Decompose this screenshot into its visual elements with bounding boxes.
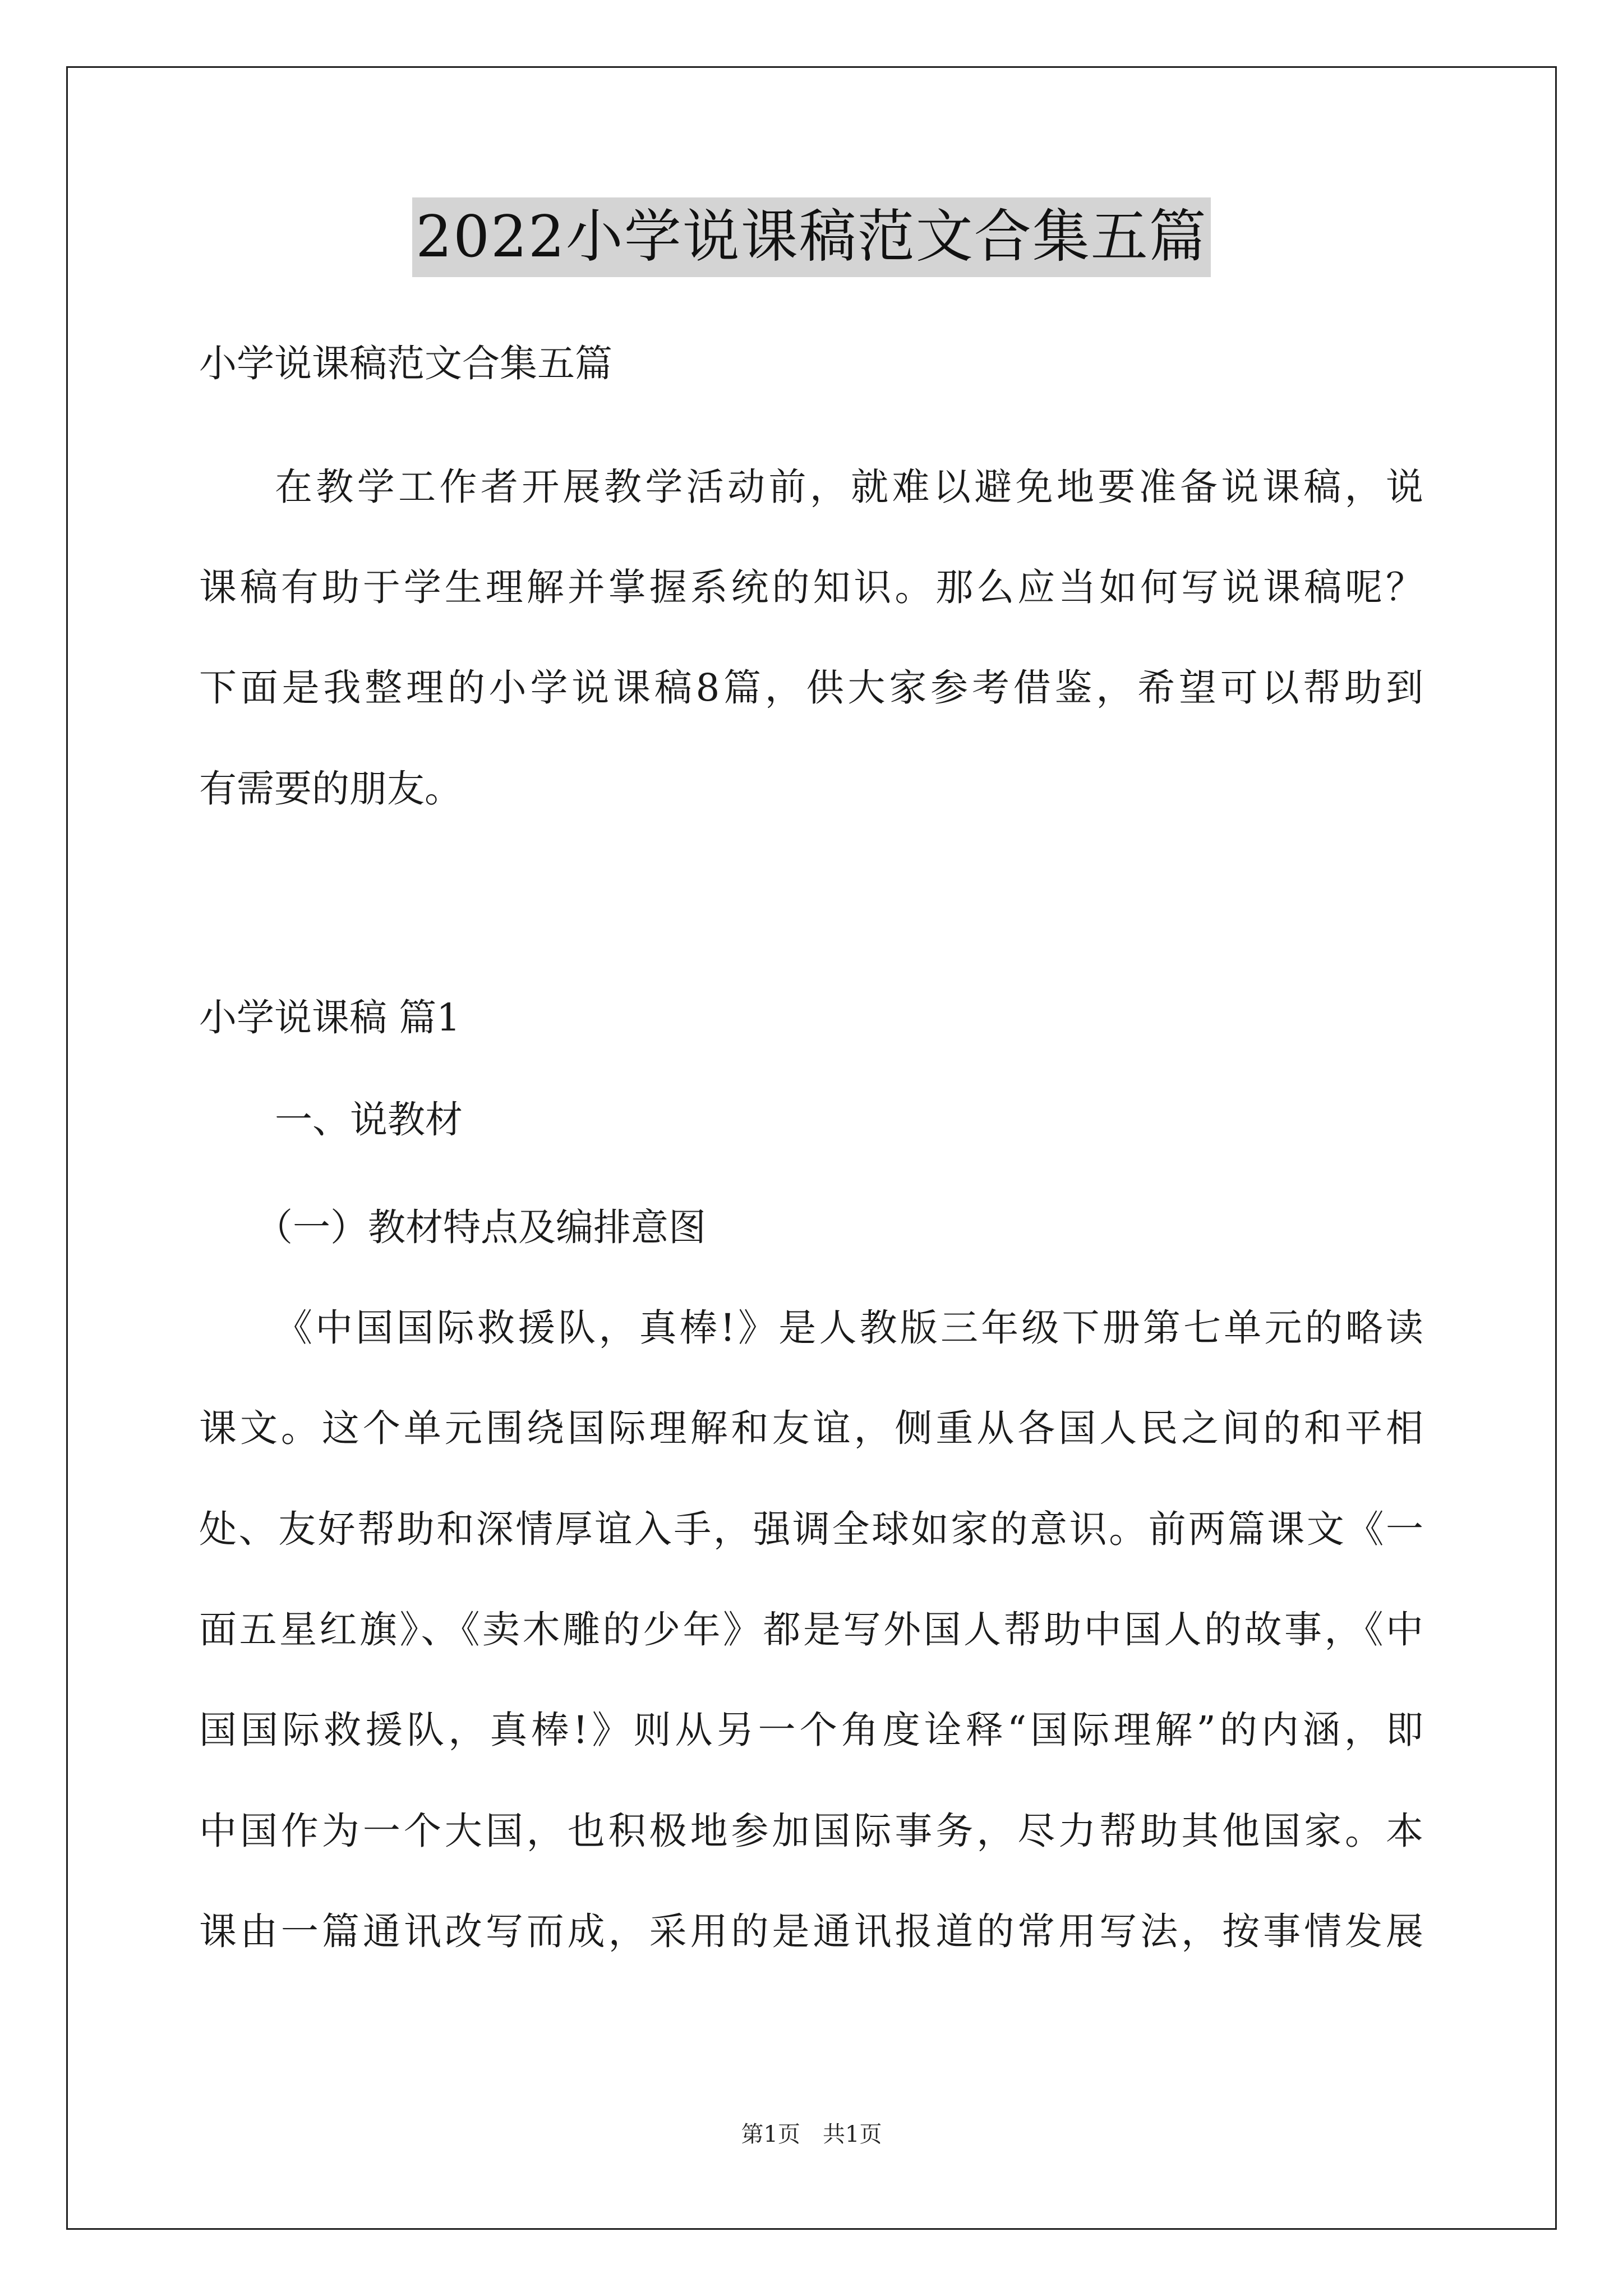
paragraph-line: 国国际救援队，真棒!》则从另一个角度诠释“国际理解”的内涵，即 xyxy=(199,1708,1423,1752)
paragraph-line: 处、友好帮助和深情厚谊入手，强调全球如家的意识。前两篇课文《一 xyxy=(199,1507,1423,1551)
paragraph-line: 面五星红旗》、《卖木雕的少年》都是写外国人帮助中国人的故事，《中 xyxy=(199,1608,1423,1651)
paragraph-line: 中国作为一个大国，也积极地参加国际事务，尽力帮助其他国家。本 xyxy=(199,1809,1423,1853)
subtitle-line: 小学说课稿范文合集五篇 xyxy=(199,342,612,385)
paragraph-line: 在教学工作者开展教学活动前，就难以避免地要准备说课稿，说 xyxy=(275,465,1423,509)
page-footer: 第1页 共1页 xyxy=(741,2122,882,2147)
paragraph-line: 《中国国际救援队，真棒!》是人教版三年级下册第七单元的略读 xyxy=(275,1306,1423,1350)
paragraph-line: 课由一篇通讯改写而成，采用的是通讯报道的常用写法，按事情发展 xyxy=(199,1910,1423,1953)
paragraph-line: 课文。这个单元围绕国际理解和友谊，侧重从各国人民之间的和平相 xyxy=(199,1406,1423,1450)
subsection-heading: （一）教材特点及编排意图 xyxy=(255,1205,706,1249)
page-border xyxy=(66,66,1557,2230)
paragraph-line: 下面是我整理的小学说课稿8篇，供大家参考借鉴，希望可以帮助到 xyxy=(199,666,1423,710)
paragraph-line: 课稿有助于学生理解并掌握系统的知识。那么应当如何写说课稿呢？ xyxy=(199,565,1423,609)
subsection-heading: 一、说教材 xyxy=(275,1098,463,1142)
section-heading: 小学说课稿 篇1 xyxy=(199,996,460,1039)
title-wrap xyxy=(0,197,1623,277)
document-title: 2022小学说课稿范文合集五篇 xyxy=(412,197,1211,277)
paragraph-line: 有需要的朋友。 xyxy=(199,767,462,811)
